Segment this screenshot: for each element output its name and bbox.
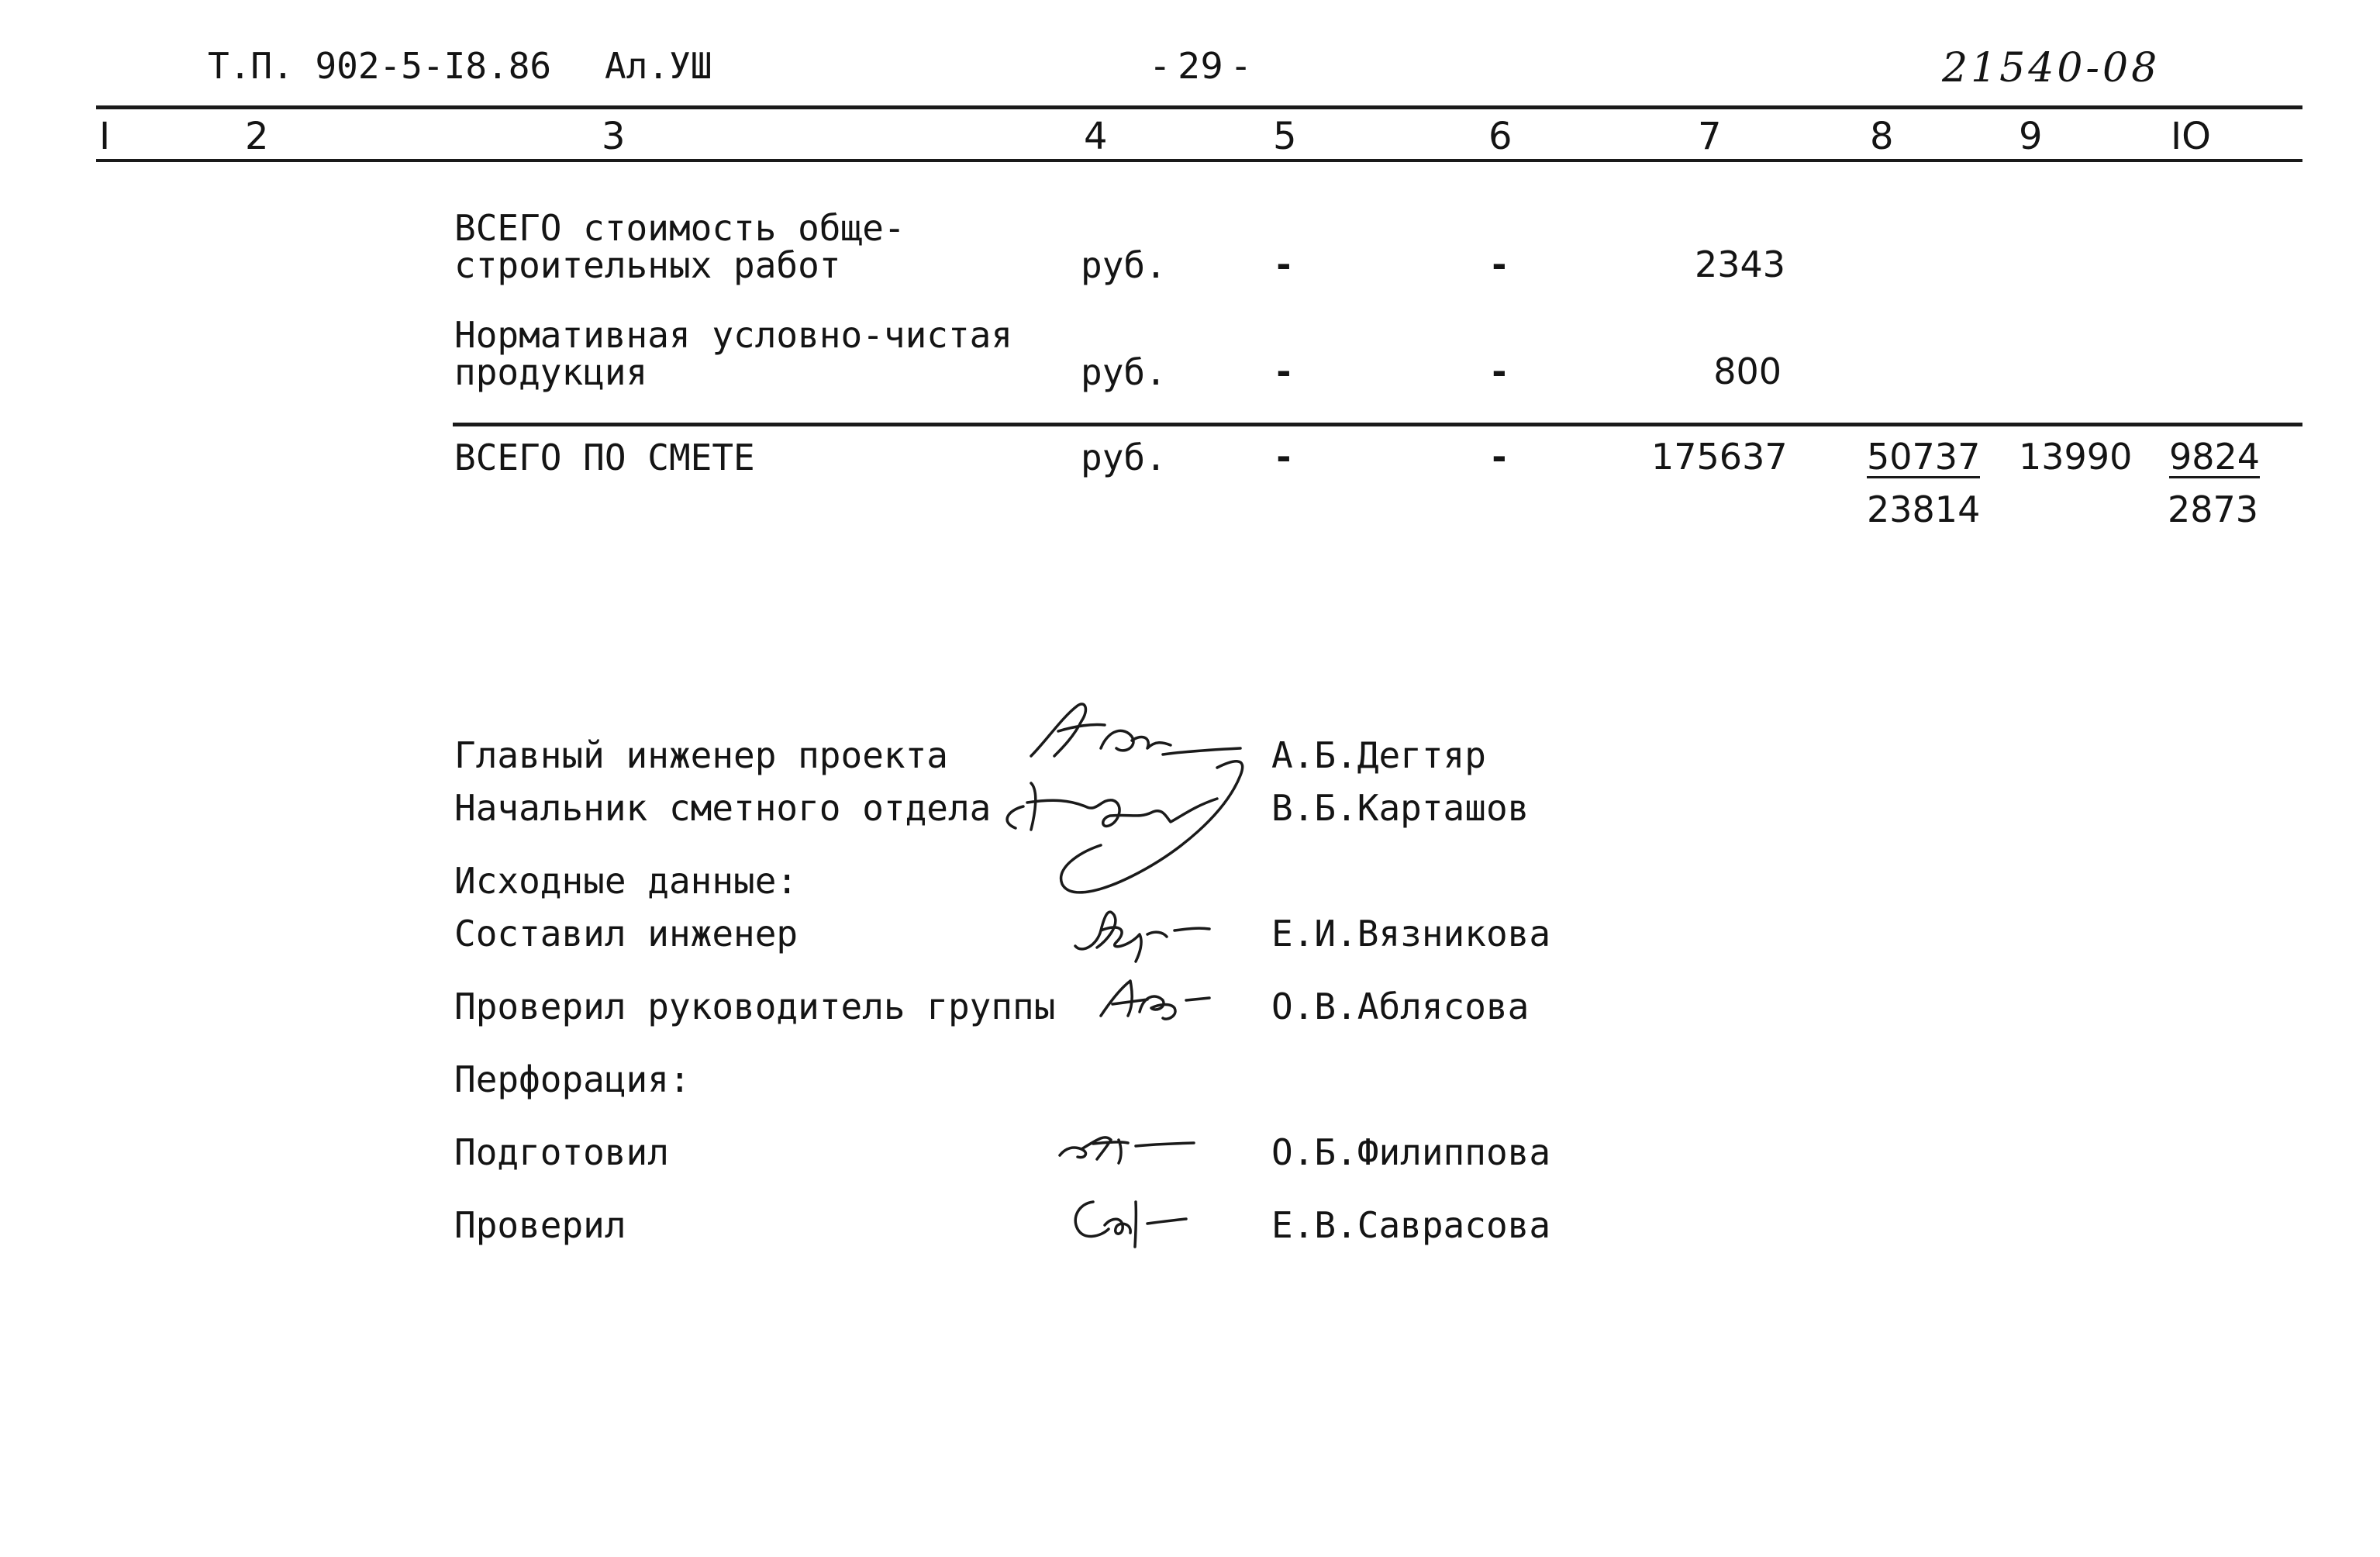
row-2-col7: 800 (1713, 350, 1782, 392)
signature-role-4: Составил инженер (454, 913, 799, 955)
document-code: Т.П. 902-5-I8.86 (208, 45, 552, 87)
top-rule (96, 105, 2302, 109)
header-bottom-rule (96, 159, 2302, 162)
column-number-7: 7 (1698, 115, 1722, 158)
row-1-col5: - (1273, 243, 1295, 285)
column-number-3: 3 (602, 115, 626, 158)
total-col8-top: 50737 (1867, 436, 1981, 478)
handwritten-signature-3 (1066, 899, 1221, 969)
signature-name-5: О.В.Аблясова (1271, 986, 1530, 1027)
signature-role-6: Перфорация: (454, 1058, 691, 1100)
signature-name-4: Е.И.Вязникова (1271, 913, 1551, 955)
handwritten-signature-6 (1062, 1186, 1194, 1256)
handwritten-signature-5 (1050, 1117, 1206, 1179)
total-col10-bottom: 2873 (2168, 489, 2259, 530)
row-1-name-line-2: строительных работ (454, 244, 841, 286)
signature-role-3: Исходные данные: (454, 860, 799, 902)
row-2-name-line-2: продукция (454, 351, 648, 393)
column-number-9: 9 (2019, 115, 2043, 158)
signature-name-7: О.Б.Филиппова (1271, 1131, 1551, 1173)
row-2-unit: руб. (1081, 351, 1167, 393)
total-col8-bottom: 23814 (1867, 489, 1981, 530)
total-rule (453, 423, 2302, 426)
page-number: - 29 - (1154, 45, 1247, 87)
row-2-col5: - (1273, 350, 1295, 392)
row-1-name-line-1: ВСЕГО стоимость обще- (454, 207, 905, 249)
total-unit: руб. (1081, 437, 1167, 478)
total-col9: 13990 (2019, 436, 2133, 478)
total-name: ВСЕГО ПО СМЕТЕ (454, 437, 755, 478)
handwritten-signature-2 (985, 744, 1271, 915)
signature-role-7: Подготовил (454, 1131, 669, 1173)
row-2-col6: - (1488, 350, 1510, 392)
handwritten-inventory-number: 21540-08 (1942, 45, 2161, 91)
column-number-10: IO (2171, 115, 2211, 158)
column-number-4: 4 (1084, 115, 1108, 158)
column-number-1: I (99, 115, 111, 158)
column-number-5: 5 (1273, 115, 1297, 158)
total-col6: - (1488, 436, 1510, 478)
column-number-6: 6 (1488, 115, 1513, 158)
signature-role-2: Начальник сметного отдела (454, 787, 992, 829)
total-col10-top: 9824 (2169, 436, 2261, 478)
handwritten-signature-4 (1093, 973, 1233, 1035)
column-number-2: 2 (245, 115, 269, 158)
signature-name-8: Е.В.Саврасова (1271, 1204, 1551, 1246)
row-1-unit: руб. (1081, 244, 1167, 286)
total-col7: 175637 (1651, 436, 1788, 478)
signature-name-2: В.Б.Карташов (1271, 787, 1530, 829)
signature-role-5: Проверил руководитель группы (454, 986, 1056, 1027)
total-col5: - (1273, 436, 1295, 478)
signature-name-1: А.Б.Дегтяр (1271, 734, 1486, 776)
row-1-col6: - (1488, 243, 1510, 285)
signature-role-1: Главный инженер проекта (454, 734, 948, 776)
signature-role-8: Проверил (454, 1204, 626, 1246)
album-number: Ал.УШ (605, 45, 712, 87)
row-2-name-line-1: Нормативная условно-чистая (454, 314, 1013, 356)
column-number-8: 8 (1870, 115, 1894, 158)
row-1-col7: 2343 (1695, 243, 1786, 285)
